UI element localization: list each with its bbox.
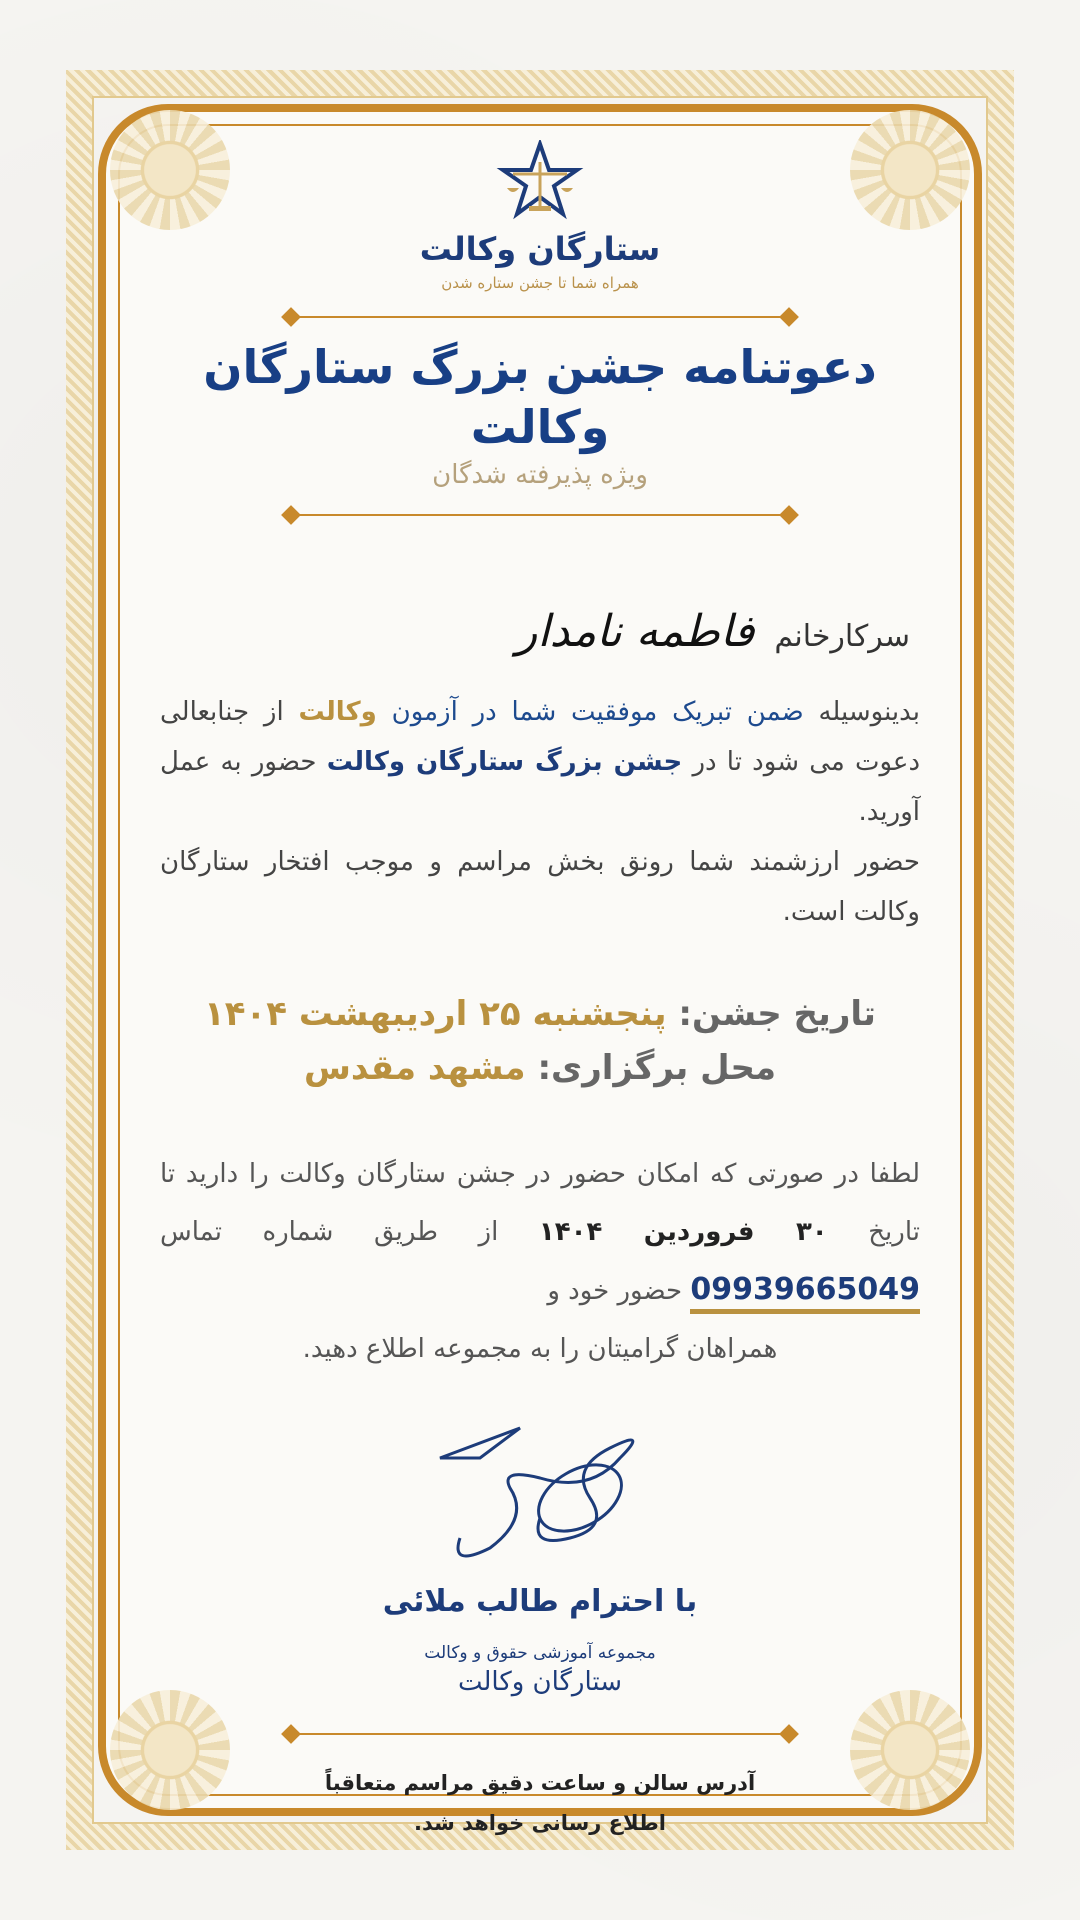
recipient-name: فاطمه نامدار bbox=[516, 605, 755, 657]
recipient-row bbox=[160, 606, 920, 657]
rsvp-text-segment: از طریق شماره تماس bbox=[160, 1216, 499, 1247]
footer-note bbox=[160, 1763, 920, 1843]
event-venue-row bbox=[160, 1041, 920, 1095]
footer-note-line: اطلاع رسانی خواهد شد. bbox=[414, 1810, 666, 1835]
rsvp-text-segment: لطفا در صورتی که امکان حضور در جشن ستارگان وکالت را دارید تا تاریخ bbox=[160, 1158, 920, 1247]
body-text-segment: بدینوسیله bbox=[818, 696, 921, 727]
regards-signatory: با احترام طالب ملائی bbox=[382, 1583, 698, 1619]
event-name-highlight: جشن بزرگ ستارگان وکالت bbox=[326, 746, 683, 777]
event-date-value: پنجشنبه ۲۵ اردیبهشت ۱۴۰۴ bbox=[204, 993, 667, 1034]
phone-number-link[interactable]: 09939665049 bbox=[690, 1272, 920, 1314]
event-details bbox=[160, 987, 920, 1095]
footer-note-line: آدرس سالن و ساعت دقیق مراسم متعاقباً bbox=[324, 1770, 756, 1795]
body-paragraph-2: حضور ارزشمند شما رونق بخش مراسم و موجب افتخار ستارگان وکالت است. bbox=[160, 846, 920, 927]
salutation: سرکارخانم bbox=[774, 618, 910, 654]
main-title: دعوتنامه جشن بزرگ ستارگان وکالت bbox=[203, 340, 877, 454]
event-date-row bbox=[160, 987, 920, 1041]
body-text-segment: از جنابعالی دعوت می شود تا در bbox=[160, 696, 921, 777]
footer-divider bbox=[280, 1723, 800, 1745]
rsvp-text-segment: همراهان گرامیتان را به مجموعه اطلاع دهید. bbox=[302, 1333, 778, 1364]
event-venue-label: محل برگزاری: bbox=[537, 1047, 777, 1088]
body-text-highlight-gold: وکالت bbox=[298, 696, 377, 727]
signature-icon bbox=[420, 1418, 660, 1568]
invitation-content bbox=[160, 130, 921, 1835]
top-divider bbox=[280, 306, 800, 328]
rsvp-deadline: ۳۰ فروردین ۱۴۰۴ bbox=[538, 1216, 828, 1247]
star-scales-logo-icon bbox=[495, 140, 585, 220]
body-text-highlight: ضمن تبریک موفقیت شما در آزمون bbox=[391, 696, 804, 727]
event-venue-value: مشهد مقدس bbox=[303, 1047, 526, 1088]
brand-tagline: همراه شما تا جشن ستاره شدن bbox=[441, 274, 639, 292]
rsvp-text-segment: حضور خود و bbox=[547, 1275, 683, 1306]
body-paragraph-1 bbox=[160, 687, 920, 837]
title-divider bbox=[280, 504, 800, 526]
organization-name: ستارگان وکالت bbox=[457, 1666, 623, 1697]
rsvp-paragraph bbox=[160, 1145, 920, 1378]
subtitle: ویژه پذیرفته شدگان bbox=[432, 459, 648, 490]
brand-name: ستارگان وکالت bbox=[419, 230, 661, 268]
organization-description: مجموعه آموزشی حقوق و وکالت bbox=[424, 1642, 656, 1663]
event-date-label: تاریخ جشن: bbox=[678, 993, 876, 1034]
body-text-segment: حضور به عمل آورید. bbox=[160, 746, 920, 827]
